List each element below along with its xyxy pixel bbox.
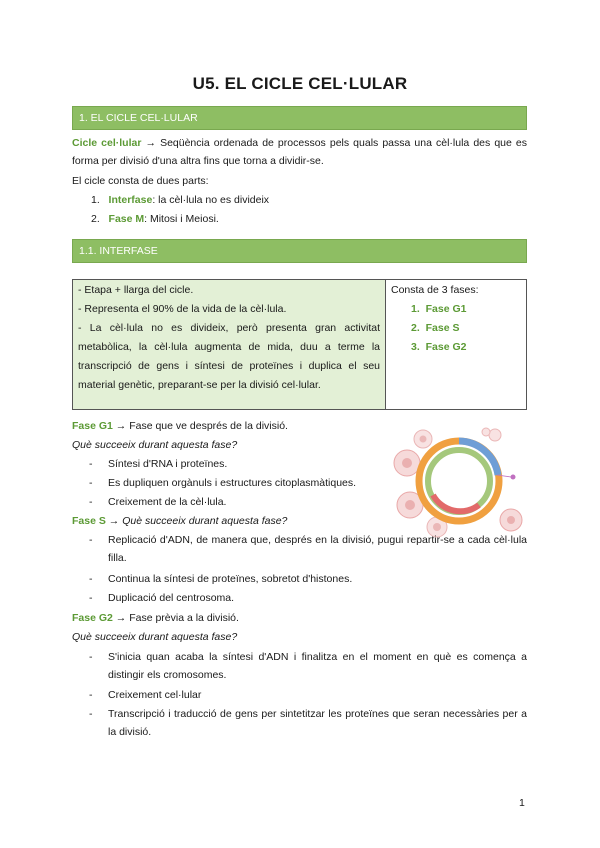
phase-item-g1	[391, 300, 479, 319]
cell-cycle-illustration	[393, 425, 533, 540]
bullet-marker: -	[89, 496, 93, 508]
g2-bullet: Transcripció i traducció de gens per sintetitzar les proteïnes que seran necessàries per a la divisió.	[108, 708, 527, 738]
part-item-2	[91, 210, 219, 228]
cell-nucleus	[507, 516, 515, 524]
phase-item-g2	[391, 338, 479, 357]
part-num: 1.	[91, 194, 100, 206]
interfase-phases	[391, 281, 479, 357]
cicle-term: Cicle cel·lular	[72, 137, 142, 149]
section-heading-cicle: 1. EL CICLE CEL·LULAR	[72, 106, 527, 130]
s-term: Fase S	[72, 515, 106, 527]
cycle-center	[435, 457, 483, 505]
cell-drawing	[489, 429, 501, 441]
cicle-definition-text: → Seqüència ordenada de processos pels quals passa una cèl·lula des que es forma per divisió d'una altra fins que torna a dividir-se.	[72, 137, 527, 167]
g1-bullet: Es dupliquen orgànuls i estructures citoplasmàtiques.	[108, 477, 357, 489]
g1-bullet: Síntesi d'RNA i proteïnes.	[108, 458, 228, 470]
g2-question: Què succeeix durant aquesta fase?	[72, 631, 238, 643]
part-desc: : la cèl·lula no es divideix	[152, 194, 270, 206]
cell-nucleus	[433, 523, 441, 531]
s-desc: → Què succeeix durant aquesta fase?	[105, 515, 288, 527]
phase-item-s	[391, 319, 479, 338]
g2-bullet: S'inicia quan acaba la síntesi d'ADN i finalitza en el moment en què es comença a distingir els cromosomes.	[108, 651, 527, 681]
phase-label: Fase G2	[425, 341, 467, 353]
interfase-summary-box	[72, 279, 527, 410]
g1-term: Fase G1	[72, 420, 113, 432]
phase-label: Fase S	[425, 322, 460, 334]
section-heading-interfase: 1.1. INTERFASE	[72, 239, 527, 263]
page-number: 1	[519, 797, 525, 809]
part-num: 2.	[91, 213, 100, 225]
cell-drawing	[482, 428, 490, 436]
phase-num: 2.	[411, 322, 420, 334]
bullet-marker: -	[89, 689, 93, 701]
phases-title: Consta de 3 fases:	[391, 284, 479, 296]
s-bullet: Duplicació del centrosoma.	[108, 592, 235, 604]
interfase-description	[73, 280, 386, 409]
s-heading	[72, 512, 287, 530]
g2-term: Fase G2	[72, 612, 113, 624]
part-term: Interfase	[108, 194, 153, 206]
part-term: Fase M	[108, 213, 145, 225]
phase-label: Fase G1	[425, 303, 467, 315]
g2-desc: → Fase prèvia a la divisió.	[112, 612, 239, 624]
interfase-point: - La cèl·lula no es divideix, però presenta gran activitat metabòlica, la cèl·lula augmenta de mida, duu a terme la transcripció de gens i síntesi de proteïnes i duplica el seu material genètic, preparant-se per la divisió cel·lular.	[78, 322, 380, 391]
s-bullet: Continua la síntesi de proteïnes, sobretot d'histones.	[108, 573, 353, 585]
interfase-point: - Representa el 90% de la vida de la cèl·lula.	[78, 303, 287, 315]
cell-nucleus	[420, 436, 427, 443]
part-item-1	[91, 191, 269, 209]
bullet-marker: -	[89, 477, 93, 489]
page-title: U5. EL CICLE CEL·LULAR	[192, 74, 408, 93]
cycle-marker	[511, 475, 516, 480]
bullet-marker: -	[89, 708, 93, 720]
bullet-marker: -	[89, 458, 93, 470]
phase-num: 1.	[411, 303, 420, 315]
g1-bullet: Creixement de la cèl·lula.	[108, 496, 227, 508]
phase-num: 3.	[411, 341, 420, 353]
parts-intro: El cicle consta de dues parts:	[72, 175, 209, 187]
g2-bullet: Creixement cel·lular	[108, 689, 202, 701]
part-desc: : Mitosi i Meiosi.	[144, 213, 219, 225]
g1-question: Què succeeix durant aquesta fase?	[72, 439, 238, 451]
s-bullet: Replicació d'ADN, de manera que, després en la divisió, pugui repartir-se a cada cèl·lula filla.	[108, 534, 527, 564]
g1-heading	[72, 417, 288, 435]
g2-heading	[72, 609, 239, 627]
bullet-marker: -	[89, 534, 93, 546]
bullet-marker: -	[89, 651, 93, 663]
interfase-point: - Etapa + llarga del cicle.	[78, 284, 194, 296]
g1-desc: → Fase que ve després de la divisió.	[112, 420, 288, 432]
cicle-definition	[72, 134, 527, 170]
cell-nucleus	[405, 500, 415, 510]
cell-nucleus	[402, 458, 412, 468]
bullet-marker: -	[89, 592, 93, 604]
bullet-marker: -	[89, 573, 93, 585]
